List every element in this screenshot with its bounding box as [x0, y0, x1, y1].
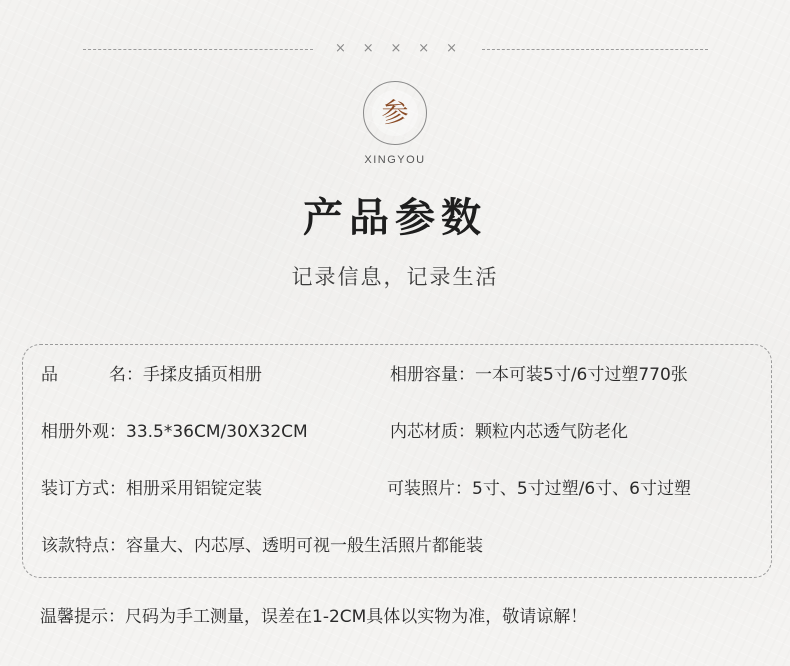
spec-box: [22, 344, 772, 578]
seal-caption: XINGYOU: [364, 154, 426, 166]
spec-value: 一本可装5寸/6寸过塑770张: [475, 365, 688, 385]
cross-icon: ×: [390, 41, 402, 56]
spec-value: 5寸、5寸过塑/6寸、6寸过塑: [472, 479, 691, 499]
spec-item-binding: [41, 474, 262, 504]
spec-value: 颗粒内芯透气防老化: [475, 422, 628, 442]
notice-body: 尺码为手工测量，误差在1-2CM具体以实物为准，敬请谅解！: [125, 607, 588, 627]
decorative-crosses: [335, 40, 457, 58]
spec-separator: ：: [455, 479, 472, 499]
spec-value: 33.5*36CM/30X32CM: [126, 422, 308, 442]
spec-label: 该款特点: [41, 536, 109, 556]
spec-item-features: [41, 531, 483, 561]
spec-item-photos: [387, 474, 691, 504]
decorative-dashed-line-left: [83, 49, 313, 50]
spec-item-capacity: [390, 360, 688, 390]
spec-row: [23, 531, 773, 561]
spec-row: [23, 417, 773, 447]
spec-label: 相册容量: [390, 365, 458, 385]
cross-icon: ×: [362, 41, 374, 56]
spec-label: 相册外观: [41, 422, 109, 442]
cross-icon: ×: [446, 41, 457, 56]
page-subtitle: 记录信息，记录生活: [291, 265, 499, 289]
spec-label: 装订方式: [41, 479, 109, 499]
spec-item-material: [390, 417, 628, 447]
spec-item-size: [41, 417, 308, 447]
spec-separator: ：: [458, 365, 475, 385]
page-title: 产品参数: [303, 194, 487, 241]
spec-row: [23, 474, 773, 504]
spec-separator: ：: [126, 365, 143, 385]
cross-icon: ×: [418, 41, 430, 56]
spec-separator: ：: [109, 422, 126, 442]
spec-label: 内芯材质: [390, 422, 458, 442]
spec-item-name: [41, 360, 262, 390]
spec-label: 可装照片: [387, 479, 455, 499]
cross-icon: ×: [335, 41, 346, 56]
decorative-dashed-line-right: [482, 49, 708, 50]
notice-label: 温馨提示: [40, 607, 108, 627]
spec-separator: ：: [458, 422, 475, 442]
spec-row: [23, 360, 773, 390]
seal-badge: [363, 81, 427, 145]
spec-value: 手揉皮插页相册: [143, 365, 262, 385]
spec-label: 品 名: [41, 365, 126, 385]
spec-value: 相册采用铝锭定装: [126, 479, 262, 499]
spec-separator: ：: [109, 536, 126, 556]
spec-separator: ：: [109, 479, 126, 499]
notice-text: [40, 603, 587, 631]
notice-separator: ：: [108, 607, 125, 627]
spec-value: 容量大、内芯厚、透明可视一般生活照片都能装: [126, 536, 483, 556]
seal-character: 参: [372, 90, 418, 136]
